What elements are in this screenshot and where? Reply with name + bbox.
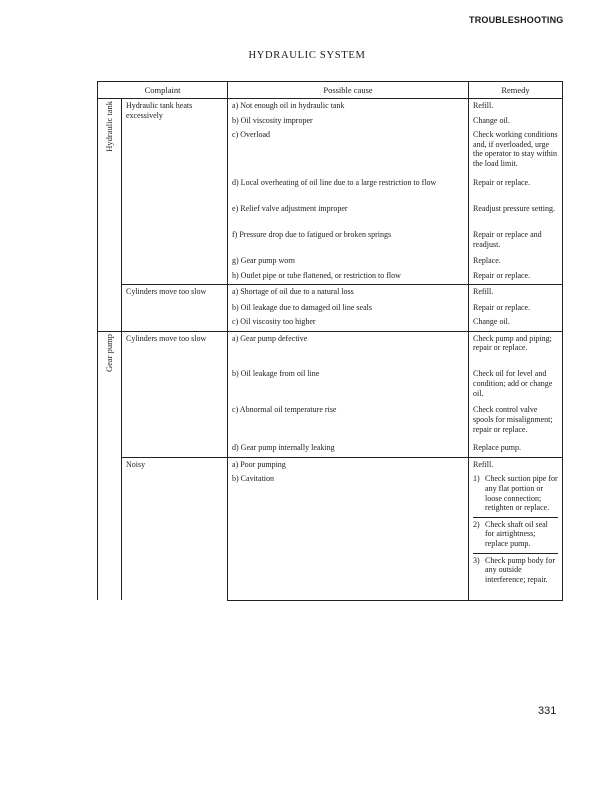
remedy-cell: Check control valve spools for misalignment; repair or replace. — [469, 403, 563, 441]
remedy-step-number: 2) — [473, 519, 480, 529]
cause-text: b) Oil viscosity improper — [232, 115, 313, 125]
remedy-step-number: 3) — [473, 555, 480, 565]
remedy-cell: Change oil. — [469, 114, 563, 129]
cause-text: d) Local overheating of oil line due to a large restriction to flow — [232, 178, 437, 188]
remedy-cell: Repair or replace and readjust. — [469, 228, 563, 254]
cause-text: d) Gear pump internally leaking — [232, 443, 335, 453]
remedy-cell: Refill. — [469, 99, 563, 114]
remedy-cell: Check pump and piping; repair or replace. — [469, 331, 563, 367]
remedy-cell: Change oil. — [469, 315, 563, 331]
table-row — [98, 285, 563, 301]
column-header-complaint: Complaint — [98, 82, 228, 99]
cause-cell — [228, 176, 469, 202]
remedy-cell: Refill. — [469, 285, 563, 301]
table-row — [98, 457, 563, 472]
complaint-cell: Cylinders move too slow — [122, 331, 228, 457]
remedy-cell: Repair or replace. — [469, 301, 563, 316]
cause-cell — [228, 254, 469, 269]
cause-text: c) Overload — [232, 130, 270, 140]
cause-cell — [228, 128, 469, 176]
cause-cell — [228, 441, 469, 457]
cause-cell — [228, 403, 469, 441]
cause-cell — [228, 331, 469, 367]
cause-text: b) Oil leakage due to damaged oil line seals — [232, 302, 372, 312]
cause-cell — [228, 228, 469, 254]
remedy-step — [473, 517, 558, 549]
remedy-cell: Readjust pressure setting. — [469, 202, 563, 228]
remedy-cell: Check oil for level and condition; add or change oil. — [469, 367, 563, 403]
cause-text: a) Not enough oil in hydraulic tank — [232, 101, 345, 110]
remedy-step-text: Check suction pipe for any flat portion or loose connection; retighten or replace. — [485, 474, 558, 513]
remedy-cell: Check working conditions and, if overloaded, urge the operator to stay within the load limit. — [469, 128, 563, 176]
remedy-step — [473, 474, 558, 512]
cause-text: b) Cavitation — [232, 474, 275, 484]
cause-text: h) Outlet pipe or tube flattened, or restriction to flow — [232, 270, 401, 280]
remedy-cell — [469, 472, 563, 600]
remedy-step-text: Check pump body for any outside interference; repair. — [485, 555, 556, 584]
column-header-cause: Possible cause — [228, 82, 469, 99]
remedy-cell: Repair or replace. — [469, 269, 563, 285]
cause-cell — [228, 114, 469, 129]
table-header-row — [98, 82, 563, 99]
cause-text: a) Gear pump defective — [232, 333, 308, 343]
cause-cell — [228, 99, 469, 114]
remedy-cell: Replace. — [469, 254, 563, 269]
cause-cell — [228, 457, 469, 472]
cause-cell — [228, 301, 469, 316]
table-body — [98, 99, 563, 601]
group-label: Gear pump — [104, 333, 115, 372]
cause-text: a) Shortage of oil due to a natural loss — [232, 287, 354, 297]
complaint-cell: Hydraulic tank heats excessively — [122, 99, 228, 285]
cause-text: c) Abnormal oil temperature rise — [232, 405, 337, 415]
column-header-remedy: Remedy — [469, 82, 563, 99]
section-header: TROUBLESHOOTING — [469, 15, 564, 25]
complaint-cell: Noisy — [122, 457, 228, 600]
remedy-cell: Replace pump. — [469, 441, 563, 457]
remedy-steps — [473, 474, 558, 584]
cause-text: e) Relief valve adjustment improper — [232, 204, 348, 214]
cause-cell — [228, 315, 469, 331]
table-row — [98, 331, 563, 367]
remedy-step-number: 1) — [473, 474, 480, 484]
page-number: 331 — [538, 705, 557, 717]
cause-text: b) Oil leakage from oil line — [232, 369, 320, 379]
cause-cell — [228, 269, 469, 285]
cause-text: f) Pressure drop due to fatigued or broken springs — [232, 230, 392, 240]
troubleshooting-table — [97, 81, 563, 601]
group-label-cell — [98, 331, 122, 600]
cause-cell — [228, 367, 469, 403]
cause-cell — [228, 285, 469, 301]
complaint-cell: Cylinders move too slow — [122, 285, 228, 332]
remedy-step-text: Check shaft oil seal for airtightness; replace pump. — [485, 519, 548, 549]
cause-cell — [228, 202, 469, 228]
group-label-cell — [98, 99, 122, 332]
cause-cell — [228, 472, 469, 600]
cause-text: g) Gear pump worn — [232, 256, 295, 266]
group-label: Hydraulic tank — [104, 101, 115, 152]
cause-text: c) Oil viscosity too higher — [232, 317, 316, 327]
remedy-cell: Repair or replace. — [469, 176, 563, 202]
remedy-step — [473, 553, 558, 585]
page-title: HYDRAULIC SYSTEM — [248, 50, 366, 61]
cause-text: a) Poor pumping — [232, 459, 286, 469]
remedy-cell: Refill. — [469, 457, 563, 472]
table-row — [98, 99, 563, 114]
